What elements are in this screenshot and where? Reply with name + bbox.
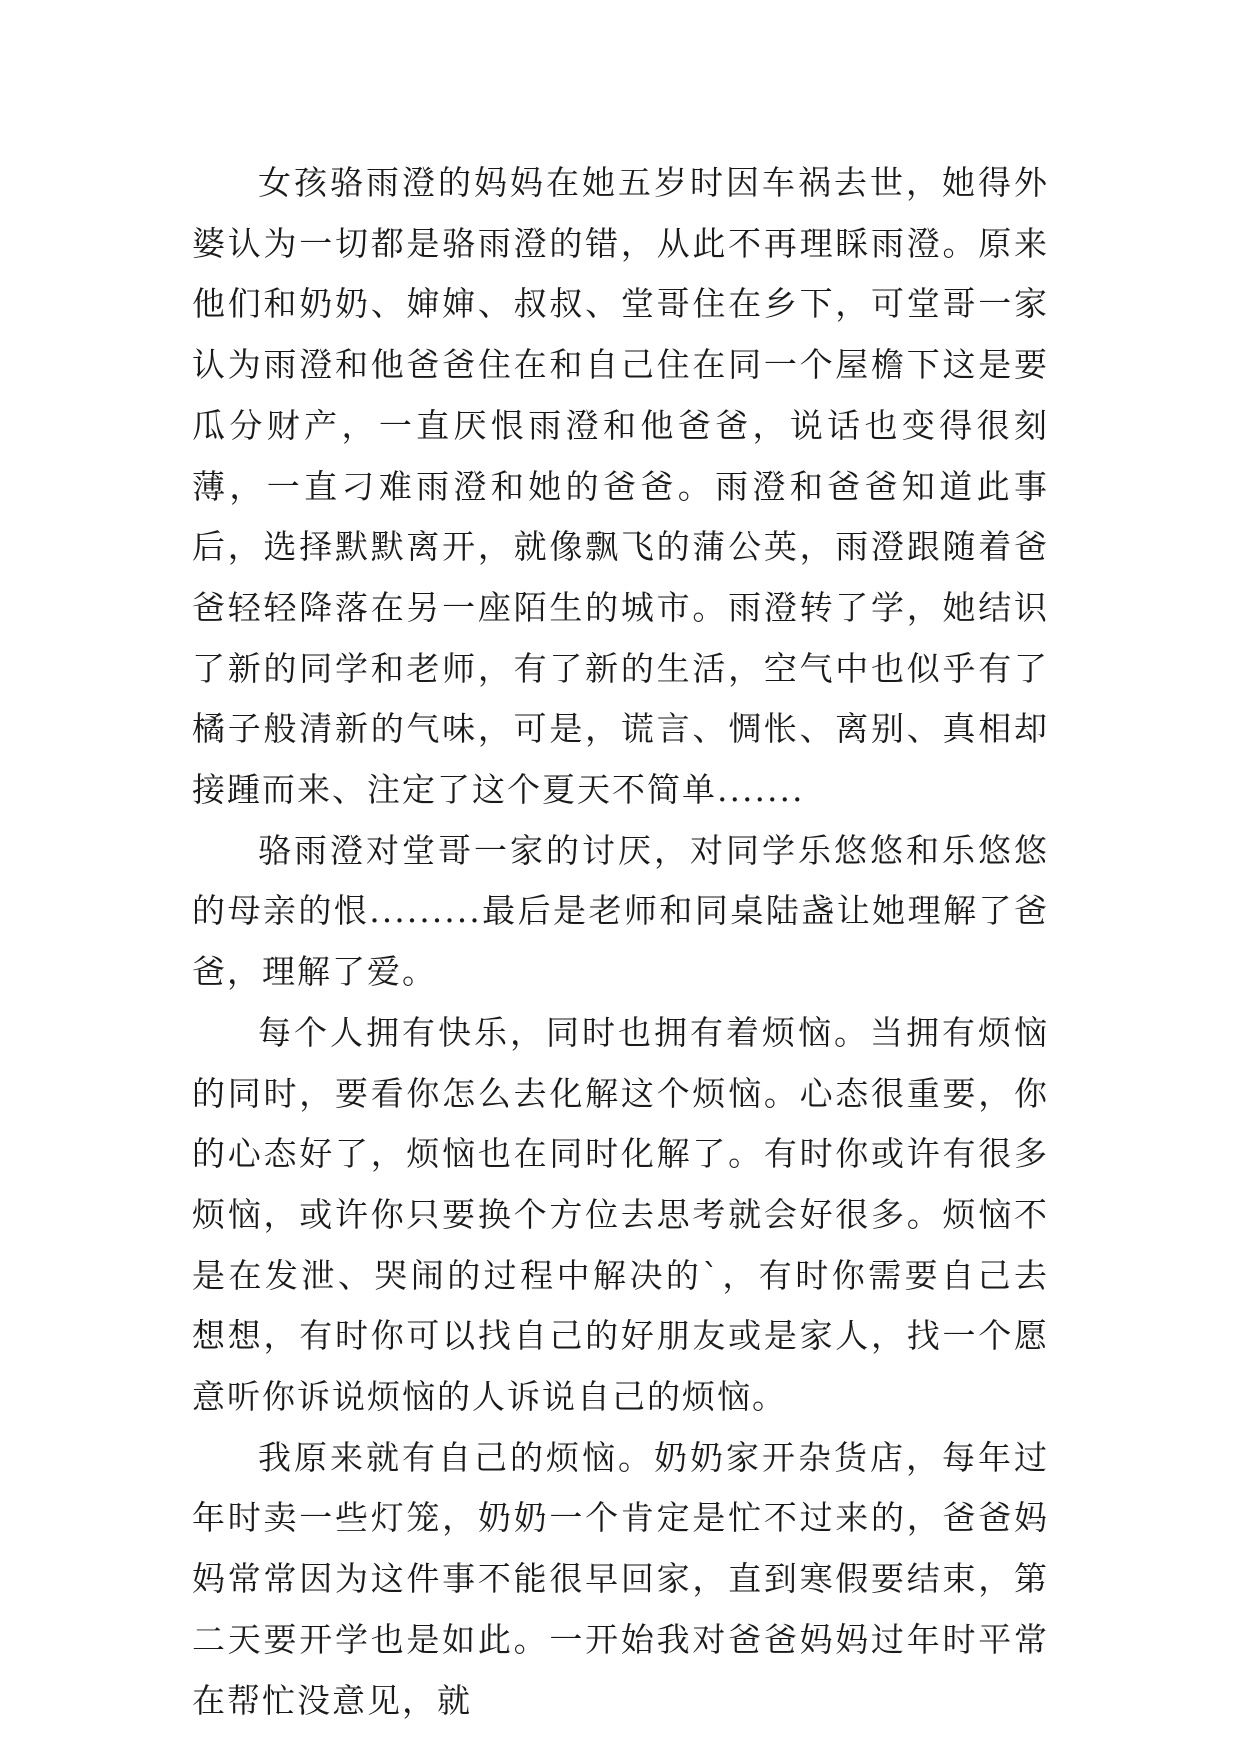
document-body <box>192 153 1049 1731</box>
paragraph-worries: 每个人拥有快乐，同时也拥有着烦恼。当拥有烦恼的同时，要看你怎么去化解这个烦恼。心态很重要，你的心态好了，烦恼也在同时化解了。有时你或许有很多烦恼，或许你只要换个方位去思考就会好很多。烦恼不是在发泄、哭闹的过程中解决的`，有时你需要自己去想想，有时你可以找自己的好朋友或是家人，找一个愿意听你诉说烦恼的人诉说自己的烦恼。 <box>192 1012 1049 1417</box>
paragraph-understanding: 骆雨澄对堂哥一家的讨厌，对同学乐悠悠和乐悠悠的母亲的恨.........最后是老师和同桌陆盏让她理解了爸爸，理解了爱。 <box>192 830 1049 992</box>
paragraph-story-summary: 女孩骆雨澄的妈妈在她五岁时因车祸去世，她得外婆认为一切都是骆雨澄的错，从此不再理睬雨澄。原来他们和奶奶、婶婶、叔叔、堂哥住在乡下，可堂哥一家认为雨澄和他爸爸住在和自己住在同一个屋檐下这是要瓜分财产，一直厌恨雨澄和他爸爸，说话也变得很刻薄，一直刁难雨澄和她的爸爸。雨澄和爸爸知道此事后，选择默默离开，就像飘飞的蒲公英，雨澄跟随着爸爸轻轻降落在另一座陌生的城市。雨澄转了学，她结识了新的同学和老师，有了新的生活，空气中也似乎有了橘子般清新的气味，可是，谎言、惆怅、离别、真相却接踵而来、注定了这个夏天不简单....... <box>192 163 1049 810</box>
paragraph-my-worry: 我原来就有自己的烦恼。奶奶家开杂货店，每年过年时卖一些灯笼，奶奶一个肯定是忙不过来的，爸爸妈妈常常因为这件事不能很早回家，直到寒假要结束，第二天要开学也是如此。一开始我对爸爸妈妈过年时平常在帮忙没意见，就 <box>192 1437 1049 1720</box>
